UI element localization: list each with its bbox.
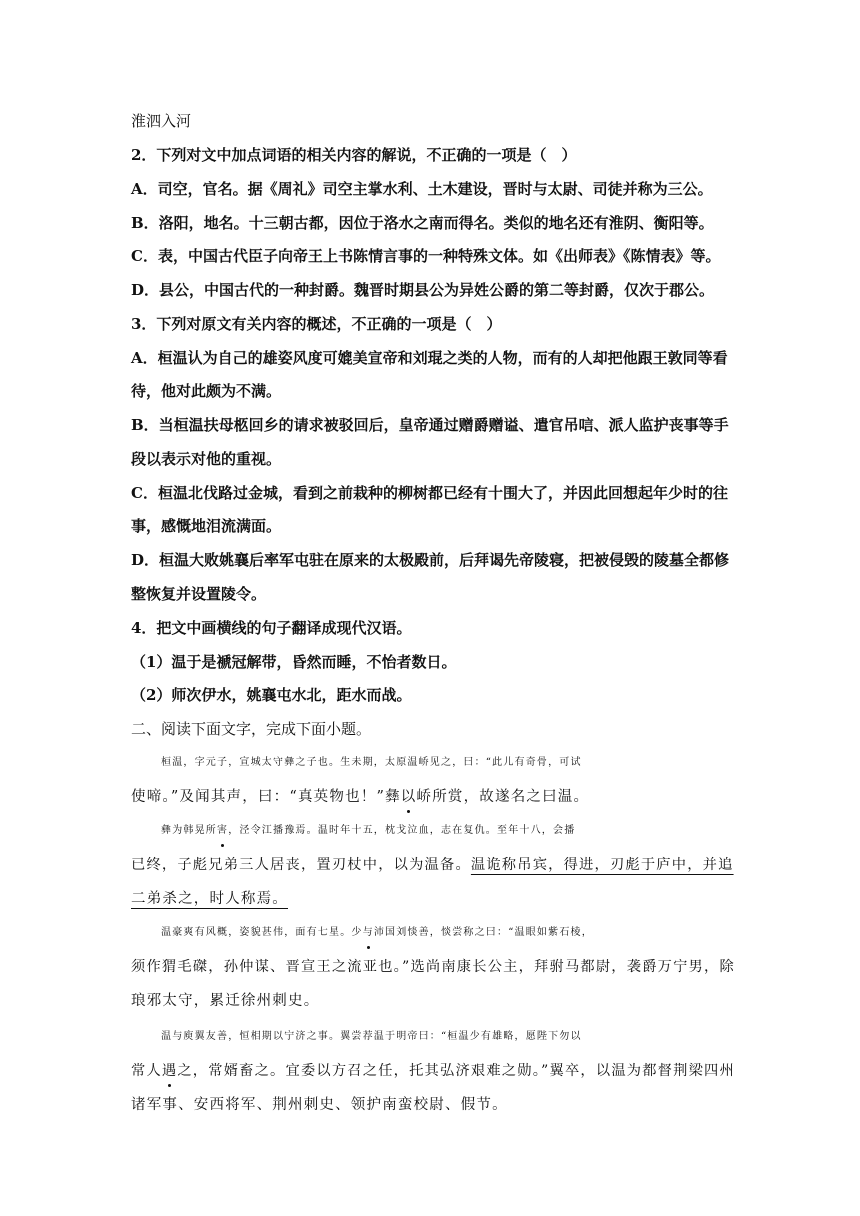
passage-text: ，泾令江播豫焉。温时年十五，枕戈泣血，志在复仇。至年十八，会播 (228, 825, 576, 836)
dotted-word: 以 (400, 789, 417, 805)
question-3-option-d-line2: 整恢复并设置陵令。 (131, 585, 267, 603)
passage-p3-line3: 琅邪太守，累迁徐州刺史。 (131, 993, 320, 1009)
passage-text: 使啼。”及闻其声，曰：“真英物也！”彝 (131, 789, 401, 805)
underlined-sentence: 二弟杀之，时人称焉。 (131, 891, 288, 907)
dotted-word: 害 (217, 821, 228, 841)
passage-p3-line1 (161, 923, 761, 943)
section-2-heading: 二、阅读下面文字，完成下面小题。 (131, 720, 372, 738)
passage-p2-line2 (131, 855, 734, 875)
question-3-stem: 3．下列对原文有关内容的概述，不正确的一项是（ ） (131, 315, 502, 333)
passage-p2-line1 (161, 821, 761, 841)
question-3-option-b-line2: 段以表示对他的重视。 (131, 450, 282, 468)
question-3-option-d-line1: D．桓温大败姚襄后率军屯驻在原来的太极殿前，后拜谒先帝陵寝，把被侵毁的陵墓全都修 (131, 551, 730, 569)
question-3-option-a-line2: 待，他对此颇为不满。 (131, 382, 282, 400)
passage-p1-line1: 桓温，字元子，宣城太守彝之子也。生未期，太原温峤见之，曰：“此儿有奇骨，可试 (161, 757, 582, 768)
passage-text: 彝为韩晃所 (161, 825, 217, 836)
question-2-option-d: D．县公，中国古代的一种封爵。魏晋时期县公为异姓公爵的第二等封爵，仅次于郡公。 (131, 281, 715, 299)
underlined-sentence: 温诡称吊宾，得进，刃彪于庐中，并追 (470, 857, 734, 873)
passage-text: 之，常婿畜之。宜委以方召之任，托其弘济艰难之勋。”翼卒，以温为都督荆梁四州 (177, 1063, 735, 1079)
question-2-option-a: A．司空，官名。据《周礼》司空主掌水利、土木建设，晋时与太尉、司徒并称为三公。 (131, 180, 713, 198)
question-3-option-c-line1: C．桓温北伐路过金城，看到之前栽种的柳树都已经有十围大了，并因此回想起年少时的往 (131, 484, 728, 502)
question-2-option-b: B．洛阳，地名。十三朝古都，因位于洛水之南而得名。类似的地名还有淮阴、衡阳等。 (131, 214, 714, 232)
question-4-sentence-2: （2）师次伊水，姚襄屯水北，距水而战。 (131, 686, 412, 704)
passage-p1-line2 (131, 787, 731, 807)
question-2-option-c: C．表，中国古代臣子向帝王上书陈情言事的一种特殊文体。如《出师表》《陈情表》等。 (131, 247, 721, 265)
passage-p4-line1: 温与庾翼友善，恒相期以宁济之事。翼尝荐温于明帝曰：“桓温少有雄略，愿陛下勿以 (161, 1031, 582, 1042)
dotted-word: 遇 (161, 1063, 178, 1079)
question-3-option-c-line2: 事，感慨地泪流满面。 (131, 517, 282, 535)
passage-text: 温豪爽有风概，姿貌甚伟，面有七星。少 (161, 927, 363, 938)
passage-p4-line2 (131, 1061, 735, 1081)
passage-p3-line2: 须作猬毛磔，孙仲谋、晋宣王之流亚也。”选尚南康长公主，拜驸马都尉，袭爵万宁男，除 (131, 959, 735, 975)
passage-p4-line3: 诸军事、安西将军、荆州刺史、领护南蛮校尉、假节。 (131, 1097, 508, 1113)
question-4-sentence-1: （1）温于是褫冠解带，昏然而睡，不怡者数日。 (131, 653, 457, 671)
question-4-stem: 4．把文中画横线的句子翻译成现代汉语。 (131, 619, 412, 637)
question-3-option-b-line1: B．当桓温扶母柩回乡的请求被驳回后，皇帝通过赠爵赠谥、遣官吊唁、派人监护丧事等手 (131, 416, 729, 434)
dotted-word: 与 (363, 923, 374, 943)
passage-text: 已终，子彪兄弟三人居丧，置刃杖中，以为温备。 (131, 857, 471, 873)
passage-p2-line3 (131, 889, 731, 909)
passage-text: 沛国刘惔善，惔尝称之曰：“温眼如紫石棱， (373, 927, 593, 938)
passage-text: 常人 (131, 1063, 162, 1079)
question-3-option-a-line1: A．桓温认为自己的雄姿风度可媲美宣帝和刘琨之类的人物，而有的人却把他跟王敦同等看 (131, 349, 728, 367)
question-2-stem: 2．下列对文中加点词语的相关内容的解说，不正确的一项是（ ） (131, 146, 577, 164)
passage-text: 峤所赏，故遂名之曰温。 (416, 789, 590, 805)
top-fragment: 淮泗入河 (131, 112, 192, 130)
